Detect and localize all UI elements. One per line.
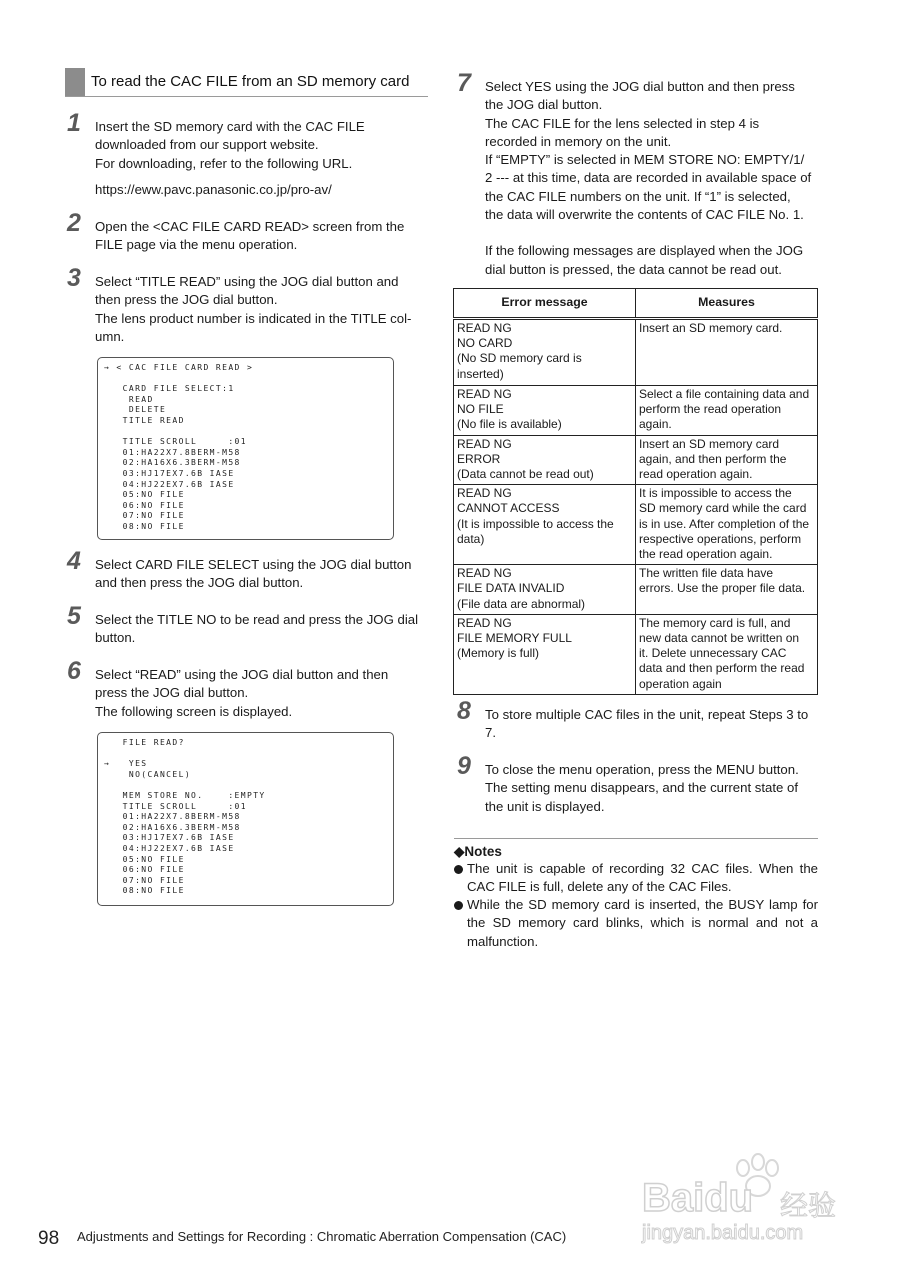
- card-read-screen: [97, 357, 394, 540]
- table-row: [454, 565, 818, 615]
- error-message: READ NG CANNOT ACCESS (It is impossible to access the data): [454, 485, 636, 565]
- step-5-text: Select the TITLE NO to be read and press the JOG dial button.: [95, 612, 419, 646]
- note-item: While the SD memory card is inserted, the BUSY lamp for the SD memory card blinks, which is normal and not a malfunction.: [454, 896, 818, 951]
- watermark-brand: Baidu: [642, 1176, 754, 1220]
- step-3-text: Select “TITLE READ” using the JOG dial button and then press the JOG dial button. The lens product number is indicated in the TITLE col- umn.: [95, 274, 412, 344]
- step-9-text: To close the menu operation, press the MENU button. The setting menu disappears, and the current state of the unit is displayed.: [485, 762, 799, 814]
- screen-text: → < CAC FILE CARD READ > CARD FILE SELECT:1 READ DELETE TITLE READ TITLE SCROLL :01 01:HA22X7.8BERM-M58 02:HA16X6.3BERM-M58 03:HJ17EX7.6B IASE 04:HJ22EX7.6B IASE 05:NO FILE 06:NO FILE 07:NO FILE 08:NO FILE: [104, 363, 254, 531]
- heading-bar: [65, 68, 85, 96]
- table-row: [454, 319, 818, 386]
- step-number: 6: [67, 657, 81, 685]
- error-measure: The memory card is full, and new data cannot be written on it. Delete unnecessary CAC data and then perform the read operation again: [636, 614, 818, 694]
- step-4-text: Select CARD FILE SELECT using the JOG dial button and then press the JOG dial button.: [95, 557, 412, 591]
- step-number: 7: [457, 69, 471, 97]
- support-url[interactable]: https://eww.pavc.panasonic.co.jp/pro-av/: [95, 181, 332, 197]
- step-1-text: Insert the SD memory card with the CAC FILE downloaded from our support website. For downloading, refer to the following URL. https://eww.pavc.panasonic.co.jp/pro-av/: [95, 118, 365, 199]
- notes-divider: [454, 838, 818, 839]
- baidu-watermark: [640, 1150, 840, 1250]
- table-header-row: [454, 289, 818, 319]
- step-number: 9: [457, 752, 471, 780]
- column-header: Error message: [454, 289, 636, 319]
- note-item: The unit is capable of recording 32 CAC files. When the CAC FILE is full, delete any of the CAC Files.: [454, 860, 818, 897]
- screen-text: FILE READ? → YES NO(CANCEL) MEM STORE NO. :EMPTY TITLE SCROLL :01 01:HA22X7.8BERM-M58 02:HA16X6.3BERM-M58 03:HJ17EX7.6B IASE 04:HJ22EX7.6B IASE 05:NO FILE 06:NO FILE 07:NO FILE 08:NO FILE: [104, 738, 266, 896]
- step-number: 3: [67, 264, 81, 292]
- error-measure: Insert an SD memory card again, and then perform the read operation again.: [636, 435, 818, 485]
- notes-title: ◆Notes: [454, 844, 502, 859]
- error-message: READ NG NO CARD (No SD memory card is inserted): [454, 319, 636, 386]
- error-measure: The written file data have errors. Use the proper file data.: [636, 565, 818, 615]
- error-measure: It is impossible to access the SD memory card while the card is in use. After completion of the respective operations, perform the read operation again.: [636, 485, 818, 565]
- column-header: Measures: [636, 289, 818, 319]
- bullet-icon: [454, 865, 463, 874]
- error-message: READ NG ERROR (Data cannot be read out): [454, 435, 636, 485]
- step-number: 8: [457, 697, 471, 725]
- table-row: [454, 386, 818, 436]
- table-row: [454, 435, 818, 485]
- error-message: READ NG NO FILE (No file is available): [454, 386, 636, 436]
- page-number: 98: [38, 1228, 60, 1249]
- section-heading: [65, 68, 428, 97]
- footer-title: Adjustments and Settings for Recording : Chromatic Aberration Compensation (CAC): [77, 1229, 567, 1244]
- step-7-text: Select YES using the JOG dial button and then press the JOG dial button. The CAC FILE for the lens selected in step 4 is recorded in memory on the unit. If “EMPTY” is selected in MEM STORE NO: EMPTY/1/ 2 --- at this time, data are recorded in available space of the CAC FILE numbers on the unit. If “1” is selected, the data will overwrite the contents of CAC FILE No. 1. If the following messages are displayed when the JOG dial button is pressed, the data cannot be read out.: [485, 79, 812, 277]
- error-message: READ NG FILE DATA INVALID (File data are abnormal): [454, 565, 636, 615]
- section-title: To read the CAC FILE from an SD memory card: [91, 73, 410, 90]
- watermark-url: jingyan.baidu.com: [642, 1222, 804, 1244]
- file-read-screen: [97, 732, 394, 906]
- error-table: [453, 288, 818, 695]
- step-8-text: To store multiple CAC files in the unit, repeat Steps 3 to 7.: [485, 707, 809, 741]
- error-measure: Select a file containing data and perform the read operation again.: [636, 386, 818, 436]
- step-6-text: Select “READ” using the JOG dial button and then press the JOG dial button. The following screen is displayed.: [95, 667, 389, 719]
- step-number: 4: [67, 547, 81, 575]
- watermark-cn: 经验: [780, 1190, 837, 1221]
- error-message: READ NG FILE MEMORY FULL (Memory is full): [454, 614, 636, 694]
- step-number: 1: [67, 109, 81, 137]
- step-number: 2: [67, 209, 81, 237]
- step-2-text: Open the <CAC FILE CARD READ> screen from the FILE page via the menu operation.: [95, 219, 405, 253]
- table-row: [454, 614, 818, 694]
- step-number: 5: [67, 602, 81, 630]
- table-row: [454, 485, 818, 565]
- bullet-icon: [454, 901, 463, 910]
- error-measure: Insert an SD memory card.: [636, 319, 818, 386]
